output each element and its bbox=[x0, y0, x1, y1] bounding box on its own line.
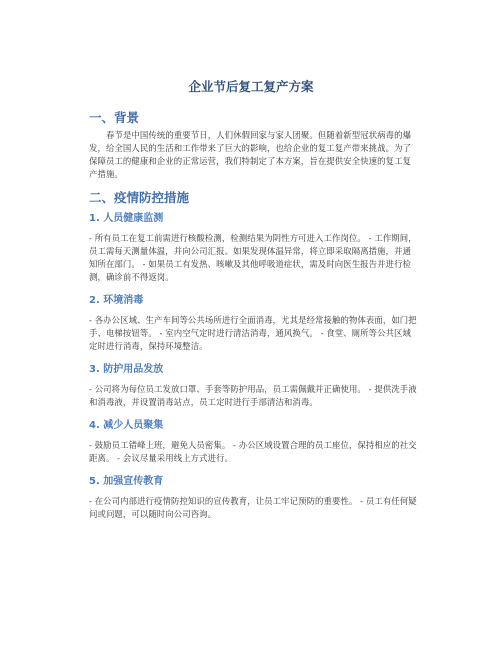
subsection-heading-publicity-education: 5. 加强宣传教育 bbox=[89, 476, 164, 487]
reduce-gathering-paragraph: - 鼓励员工错峰上班，避免人员密集。 - 办公区域设置合理的员工座位，保持相应的社交距离。 - 会议尽量采用线上方式进行。 bbox=[89, 440, 417, 463]
subsection-heading-disinfection: 2. 环境消毒 bbox=[89, 295, 144, 306]
subsection-heading-reduce-gathering: 4. 减少人员聚集 bbox=[89, 420, 164, 431]
publicity-education-paragraph: - 在公司内部进行疫情防控知识的宣传教育，让员工牢记预防的重要性。 - 员工有任何疑问或问题，可以随时向公司咨询。 bbox=[89, 496, 417, 519]
protective-supplies-paragraph: - 公司将为每位员工发放口罩、手套等防护用品，员工需佩戴并正确使用。 - 提供洗手液和消毒液，并设置消毒站点，员工定时进行手部清洁和消毒。 bbox=[89, 384, 417, 407]
section-heading-epidemic-measures: 二、疫情防控措施 bbox=[89, 190, 190, 205]
health-monitoring-paragraph: - 所有员工在复工前需进行核酸检测，检测结果为阴性方可进入工作岗位。 - 工作期间，员工需每天测量体温，并向公司汇报。如果发现体温异常，将立即采取隔离措施，并通知所在部门。 - 如果员工有发热、咳嗽及其他呼吸道症状，需及时向医生报告并进行检测，确诊前不得返岗。 bbox=[89, 233, 417, 282]
disinfection-paragraph: - 各办公区域、生产车间等公共场所进行全面消毒，尤其是经常接触的物体表面，如门把手、电梯按钮等。 - 室内空气定时进行清洁消毒，通风换气。 - 食堂、厕所等公共区域定时进行消毒，保持环境整洁。 bbox=[89, 315, 417, 351]
background-paragraph: 春节是中国传统的重要节日，人们休假回家与家人团聚。但随着新型冠状病毒的爆发，给全国人民的生活和工作带来了巨大的影响，也给企业的复工复产带来挑战。为了保障员工的健康和企业的正常运营，我们特制定了本方案，旨在提供安全快速的复工复产措施。 bbox=[89, 130, 412, 179]
subsection-heading-health-monitoring: 1. 人员健康监测 bbox=[89, 213, 164, 224]
section-heading-background: 一、背景 bbox=[89, 110, 140, 125]
subsection-heading-protective-supplies: 3. 防护用品发放 bbox=[89, 364, 164, 375]
document-title: 企业节后复工复产方案 bbox=[188, 79, 314, 94]
